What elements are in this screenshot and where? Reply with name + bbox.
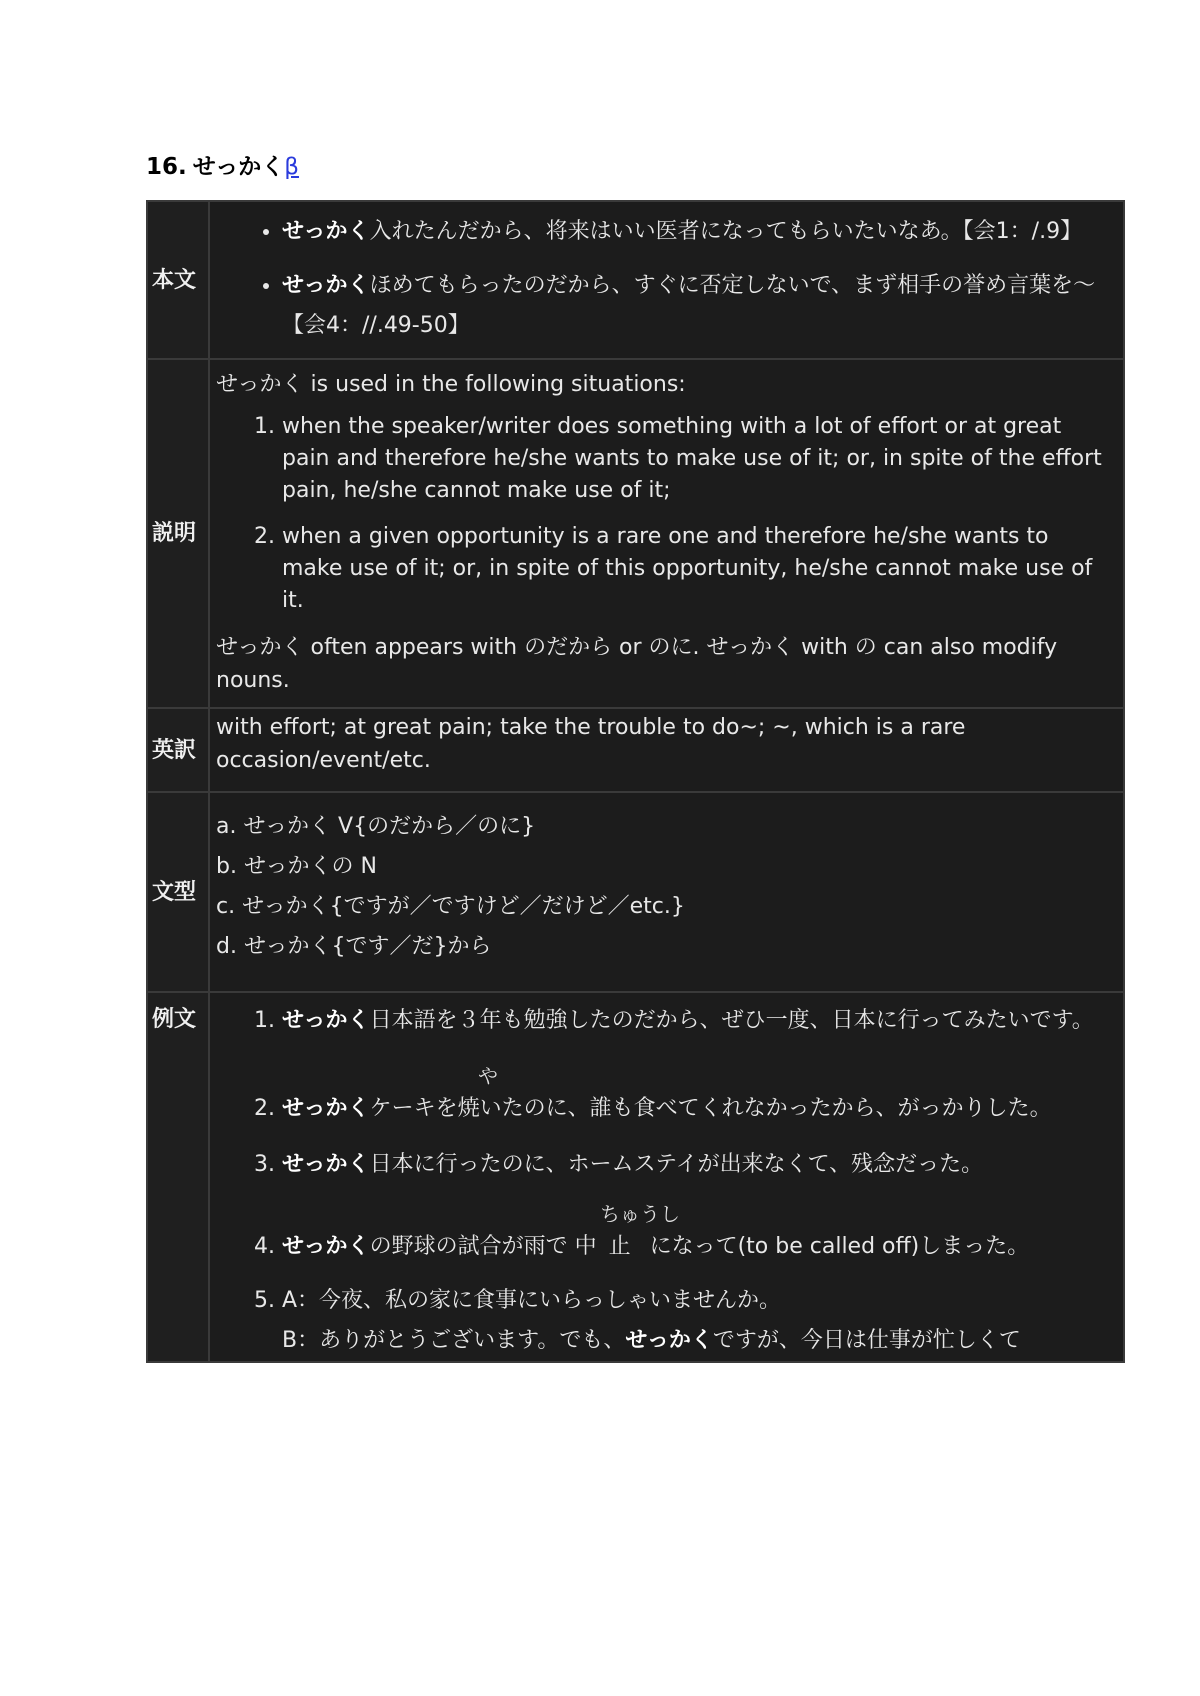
sentence-text: 日本語を３年も勉強したのだから、ぜひ一度、日本に行ってみたいです。 (369, 1008, 1094, 1033)
list-item: 1. when the speaker/writer does something with a lot of effort or at great pain and therefore he/she wants to make use of it; or, in spite of the effort pain, he/she cannot make use of it; (282, 411, 1113, 507)
keyword: せっかく (282, 219, 370, 244)
label-reibun: 例文 (147, 992, 209, 1362)
keyword: せっかく (282, 1008, 370, 1033)
sentence-text: B：ありがとうございます。でも、 (282, 1328, 626, 1353)
sentence-text: になって(to be called off)しまった。 (649, 1234, 1030, 1259)
dialogue-line-b (282, 1321, 1113, 1361)
entry-table (146, 200, 1125, 1363)
list-item (282, 1281, 1113, 1361)
eiyaku-cell (209, 708, 1124, 792)
label-setsumei: 説明 (147, 359, 209, 708)
sentence-text: 入れたんだから、将来はいい医者になってもらいたいなあ。【会1：/.9】 (369, 219, 1083, 244)
list-item (282, 212, 1113, 252)
keyword: せっかく (282, 1152, 370, 1177)
sentence-text: ほめてもらったのだから、すぐに否定しないで、まず相手の誉め言葉を～【会4：//.49-50】 (282, 273, 1096, 338)
list-item: 2. when a given opportunity is a rare one and therefore he/she wants to make use of it; or, in spite of this opportunity, he/she cannot make use of it. (282, 521, 1113, 617)
label-bunkei: 文型 (147, 792, 209, 992)
label-eiyaku: 英訳 (147, 708, 209, 792)
setsumei-intro: せっかく is used in the following situations: (216, 372, 686, 397)
list-item (282, 266, 1113, 346)
furigana: 2. や (478, 1064, 498, 1088)
list-item (282, 1145, 1113, 1185)
row-setsumei (147, 359, 1124, 708)
entry-number: 16. (146, 154, 187, 180)
keyword: せっかく (282, 273, 370, 298)
pattern-line: c. せっかく{ですが／ですけど／だけど／etc.} (216, 894, 685, 919)
label-honbun: 本文 (147, 201, 209, 359)
sentence-text: ですが、今日は仕事が忙しくて (712, 1328, 1021, 1353)
kanji-word: 中止 (574, 1234, 643, 1259)
reibun-cell (209, 992, 1124, 1362)
sentence-text: ケーキを焼いたのに、誰も食べてくれなかったから、がっかりした。 (369, 1096, 1052, 1121)
pattern-line: b. せっかくの N (216, 854, 377, 879)
english-translation: with effort; at great pain; take the trouble to do~; ~, which is a rare occasion/event/etc. (216, 715, 966, 773)
list-item (282, 1001, 1113, 1041)
list-item (282, 1063, 1113, 1129)
bunkei-cell (209, 792, 1124, 992)
honbun-list (216, 212, 1113, 346)
furigana-row (282, 1201, 1113, 1227)
setsumei-list (216, 411, 1113, 617)
setsumei-outro: せっかく often appears with のだから or のに. せっかく with の can also modify nouns. (216, 635, 1058, 693)
keyword: せっかく (282, 1096, 370, 1121)
honbun-cell (209, 201, 1124, 359)
setsumei-cell (209, 359, 1124, 708)
furigana-row (282, 1063, 1113, 1089)
furigana: 4. ちゅうし (600, 1202, 680, 1226)
keyword: せっかく (625, 1328, 713, 1353)
keyword: せっかく (282, 1234, 370, 1259)
pattern-line: a. せっかく V{のだから／のに} (216, 814, 536, 839)
pattern-line: d. せっかく{です／だ}から (216, 934, 492, 959)
dialogue-line-a: 5. A：今夜、私の家に食事にいらっしゃいませんか。 (282, 1288, 782, 1313)
sentence-text: 日本に行ったのに、ホームステイが出来なくて、残念だった。 (369, 1152, 984, 1177)
sentence-text: の野球の試合が雨で (369, 1234, 568, 1259)
row-eiyaku (147, 708, 1124, 792)
beta-link[interactable]: β (284, 154, 299, 180)
list-item (282, 1201, 1113, 1267)
row-reibun (147, 992, 1124, 1362)
row-bunkei (147, 792, 1124, 992)
entry-title (146, 148, 299, 181)
row-honbun (147, 201, 1124, 359)
example-list (216, 1001, 1113, 1361)
entry-word: せっかく (192, 154, 285, 180)
